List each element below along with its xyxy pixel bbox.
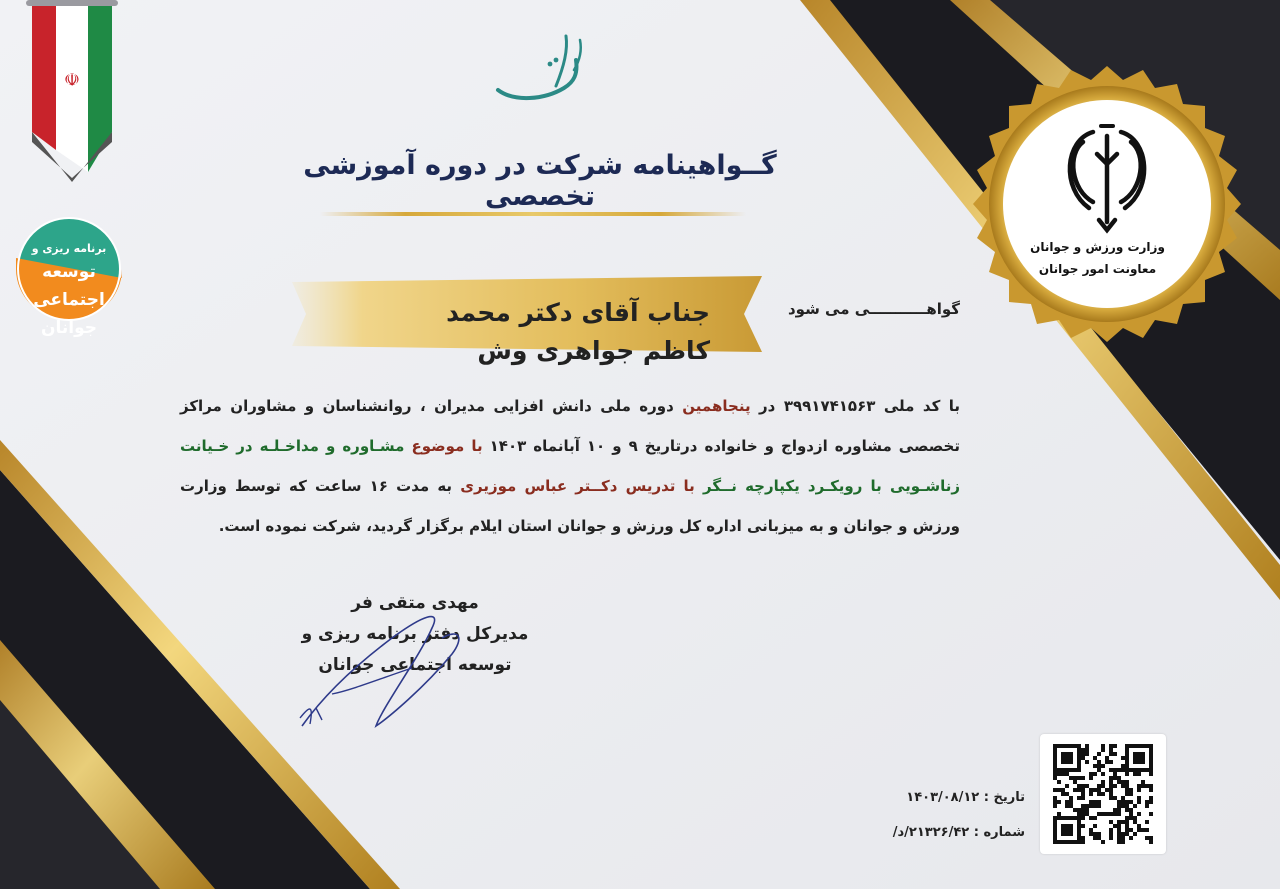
body-part-1: با کد ملی ۳۹۹۱۷۴۱۵۶۳ در [759, 397, 961, 415]
certificate-title: گــواهینامه شرکت در دوره آموزشی تخصصی [303, 150, 777, 212]
body-highlight-subject: مشـاوره و مداخـلـه در خـیانت زناشـویی با رویکـرد یکپارچه نــگر [180, 437, 960, 495]
badge-line1: برنامه ریزی و [31, 242, 107, 255]
body-part-8: به مدت ۱۶ ساعت که توسط وزارت ورزش و جوانان و به میزبانی اداره کل ورزش و جوانان استان ایلام برگزار گردید، شرکت نموده است. [180, 477, 960, 535]
seal-text [1010, 236, 1185, 280]
svg-text:☫: ☫ [63, 70, 81, 91]
calligraphy-logo-icon [494, 30, 584, 104]
qr-code-icon [1040, 734, 1166, 854]
youth-development-badge [16, 218, 122, 338]
qr-code [1040, 734, 1166, 854]
issue-date: تاریخ : ۱۴۰۳/۰۸/۱۲ [906, 790, 1025, 805]
seal-line2: معاونت امور جوانان [1038, 262, 1157, 276]
body-highlight-instructor: دکــتر عباس موزیری [460, 477, 618, 495]
signatory-role-line2: توسعه اجتماعی جوانان [318, 655, 512, 675]
body-label-subject: با موضوع [411, 437, 483, 455]
signatory-role-line1: مدیرکل دفتر برنامه ریزی و [301, 624, 529, 644]
seal-line1: وزارت ورزش و جوانان [1030, 240, 1165, 254]
title-underline [320, 212, 746, 216]
recipient-name: جناب آقای دکتر محمد کاظم جواهری وش [446, 298, 710, 365]
body-part-3: دوره ملی دانش افزایی مدیران ، روانشناسان و مشاوران مراکز تخصصی مشاوره ازدواج و خانواده درتاریخ ۹ و ۱۰ آبانماه ۱۴۰۳ [180, 397, 960, 455]
body-highlight-course-number: پنجاهمین [682, 397, 751, 415]
body-label-instructor: با تدریس [625, 477, 695, 495]
signatory-name: مهدی متقی فر [351, 593, 479, 613]
certify-label: گواهـــــــــــی می شود [787, 300, 960, 318]
iran-flag-banner [26, 0, 118, 182]
signature-icon [292, 598, 482, 734]
ministry-seal [965, 62, 1249, 346]
certificate-number: شماره : ۲۱۳۲۶/۴۲/د/ [892, 825, 1025, 840]
badge-line2: توسعه اجتماعی جوانان [33, 262, 105, 338]
certificate-body [180, 386, 960, 546]
